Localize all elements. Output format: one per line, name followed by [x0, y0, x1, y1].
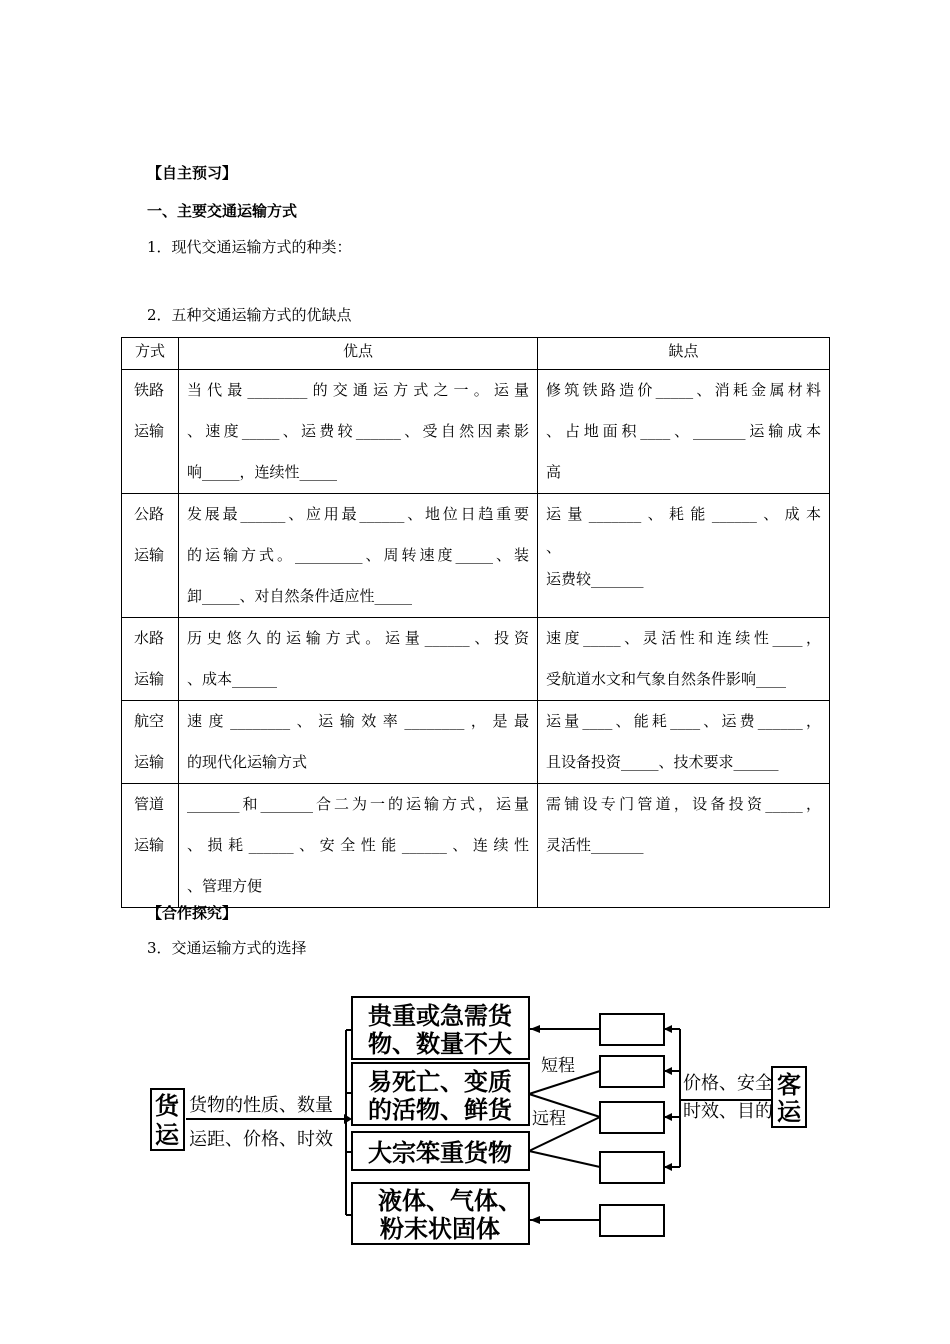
passenger-factors: 价格、安全: [683, 1073, 773, 1094]
cons-line: 高: [546, 463, 562, 481]
pros-line: 、管理方便: [187, 877, 263, 895]
cargo-label: 贵重或急需货: [368, 1002, 512, 1030]
mode-answer-box: [600, 1102, 664, 1133]
pros-line: 当代最________的交通运方式之一。运量: [187, 381, 529, 399]
cargo-label: 粉末状固体: [380, 1215, 500, 1243]
pros-line: 卸_____、对自然条件适应性_____: [187, 587, 413, 605]
arrowhead-icon: [664, 1025, 672, 1033]
cons-line: 运量____、能耗____、运费______，: [546, 712, 821, 730]
mode-line: 运输: [134, 753, 165, 771]
passenger-label: 运: [777, 1098, 801, 1126]
cargo-label: 易死亡、变质: [368, 1068, 512, 1096]
header-mode: 方式: [122, 338, 179, 370]
pros-line: 、成本______: [187, 670, 278, 688]
mode-line: 铁路: [134, 381, 165, 399]
long-distance-label: 远程: [532, 1109, 566, 1129]
item-1-question: 1．现代交通运输方式的种类：: [147, 238, 352, 256]
mode-line: 运输: [134, 546, 165, 564]
pros-line: 、速度_____、运费较______、受自然因素影: [187, 422, 529, 440]
cons-line: 运量_______、耗能______、成本: [546, 505, 821, 523]
mode-line: 运输: [134, 836, 165, 854]
pros-line: 、损耗______、安全性能______、连续性: [187, 836, 529, 854]
header-pros: 优点: [179, 338, 538, 370]
cons-line: 需铺设专门管道，设备投资_____，: [546, 795, 821, 813]
mode-answer-box: [600, 1056, 664, 1087]
mode-line: 水路: [134, 629, 165, 647]
freight-label: 运: [155, 1121, 179, 1149]
passenger-label: 客: [777, 1071, 801, 1099]
mode-answer-box: [600, 1014, 664, 1045]
heading-main-transport: 一、主要交通运输方式: [147, 202, 298, 220]
short-distance-label: 短程: [541, 1056, 575, 1076]
cons-line: 运费较_______: [546, 570, 644, 588]
mode-answer-box: [600, 1152, 664, 1183]
pros-line: 的现代化运输方式: [187, 753, 308, 771]
passenger-factors: 时效、目的: [683, 1101, 773, 1122]
item-2-question: 2．五种交通运输方式的优缺点: [147, 306, 352, 324]
mode-line: 运输: [134, 670, 165, 688]
arrowhead-icon: [664, 1163, 672, 1171]
pros-line: 速度________、运输效率________，是最: [187, 712, 529, 730]
cons-line: 、: [546, 538, 562, 556]
pros-line: 响_____，连续性_____: [187, 463, 338, 481]
cons-line: 修筑铁路造价_____、消耗金属材料: [546, 381, 821, 399]
cargo-label: 液体、气体、: [378, 1187, 522, 1215]
arrowhead-icon: [530, 1025, 540, 1033]
arrowhead-icon: [530, 1216, 540, 1224]
mode-line: 运输: [134, 422, 165, 440]
cons-line: 且设备投资_____、技术要求______: [546, 753, 779, 771]
pros-line: 历史悠久的运输方式。运量______、投资: [187, 629, 529, 647]
arrowhead-icon: [344, 1114, 352, 1124]
cargo-label: 的活物、鲜货: [368, 1096, 512, 1124]
cargo-label: 物、数量不大: [368, 1030, 512, 1058]
freight-factors: 运距、价格、时效: [189, 1129, 333, 1150]
mode-line: 公路: [134, 505, 165, 523]
cargo-label: 大宗笨重货物: [368, 1139, 512, 1167]
section-self-study: 【自主预习】: [147, 164, 238, 182]
arrowhead-icon: [664, 1067, 672, 1075]
freight-factors: 货物的性质、数量: [189, 1095, 333, 1116]
pros-line: 的运输方式。_________、周转速度_____、装: [187, 546, 529, 564]
freight-label: 货: [155, 1092, 179, 1120]
cons-line: 、占地面积____、_______运输成本: [546, 422, 821, 440]
cons-line: 灵活性_______: [546, 836, 644, 854]
mode-answer-box: [600, 1205, 664, 1236]
pros-line: 发展最______、应用最______、地位日趋重要: [187, 505, 529, 523]
mode-line: 航空: [134, 712, 165, 730]
item-3-question: 3．交通运输方式的选择: [147, 939, 307, 957]
mode-line: 管道: [134, 795, 165, 813]
pros-line: _______和_______合二为一的运输方式，运量: [187, 795, 529, 813]
cons-line: 速度_____、灵活性和连续性____，: [546, 629, 821, 647]
header-cons: 缺点: [538, 338, 830, 370]
arrowhead-icon: [664, 1113, 672, 1121]
section-cooperation: 【合作探究】: [147, 904, 238, 922]
cons-line: 受航道水文和气象自然条件影响____: [546, 670, 787, 688]
